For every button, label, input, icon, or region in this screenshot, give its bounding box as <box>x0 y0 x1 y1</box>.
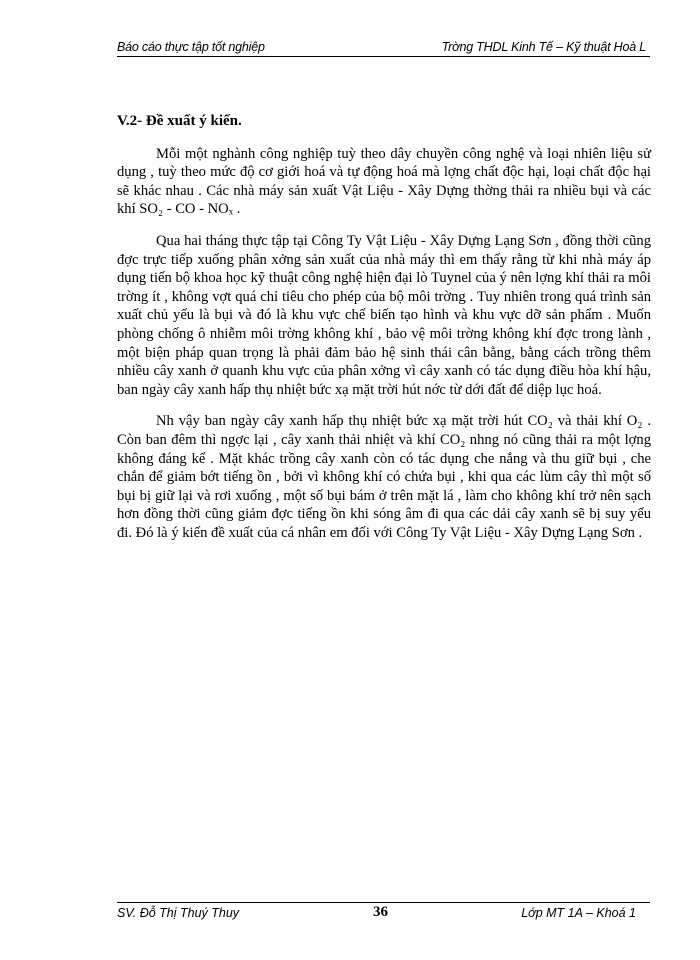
footer-class-name: Lớp MT 1A – Khoá 1 <box>521 906 636 920</box>
page-footer <box>117 902 650 923</box>
page-header <box>117 40 650 57</box>
page-body <box>117 112 651 555</box>
header-report-title: Báo cáo thực tập tốt nghiệp <box>117 40 265 54</box>
paragraph-3: Nh vậy ban ngày cây xanh hấp thụ nhiệt bức xạ mặt trời hút CO₂ và thải khí O₂ . Còn ban đêm thì ngợc lại , cây xanh thải nhiệt và khí CO₂ nhng nó cũng thải ra một lợng không đáng kể . Mặt khác trồng cây xanh còn có tác dụng che nắng và thu giữ bụi , che chắn để giảm bớt tiếng ồn , bởi vì không khí có chứa bụi , khi qua các lùm cây thì một số bụi bị giữ lại và rơi xuống , một số bụi bám ở trên mặt lá , làm cho không khí trở nên sạch hơn đồng thời cũng giảm đợc tiếng ồn khi sóng âm đi qua các dải cây xanh sẽ bị suy yếu đi. Đó là ý kiến đề xuất của cá nhân em đối với Công Ty Vật Liệu - Xây Dựng Lạng Sơn . <box>117 413 651 541</box>
header-school-name: Trờng THDL Kinh Tế – Kỹ thuật Hoà L <box>441 40 646 54</box>
paragraph-1: Mỗi một nghành công nghiệp tuỳ theo dây chuyền công nghệ và loại nhiên liệu sử dụng , tuỳ theo mức độ cơ giới hoá và tự động hoá mà lợng chất độc hại, loại chất độc hại sẽ khác nhau . Các nhà máy sản xuất Vật Liệu - Xây Dựng thờng thải ra nhiều bụi và các khí SO₂ - CO - NOₓ . <box>117 145 651 218</box>
paragraph-2: Qua hai tháng thực tập tại Công Ty Vật Liệu - Xây Dựng Lạng Sơn , đồng thời cũng đợc trực tiếp xuống phân xởng sản xuất của nhà máy thì em thấy rằng từ khi nhà máy áp dụng tiến bộ khoa học kỹ thuật công nghệ hiện đại lò Tuynel của ý nên lợng khí thải ra môi trờng ít , không vợt quá chỉ tiêu cho phép của bộ môi trờng . Tuy nhiên trong quá trình sản xuất chủ yếu là bụi và đó là khu vực chế biến tạo hình và khu vực dỡ sản phẩm . Muốn phòng chống ô nhiễm môi trờng không khí , bảo vệ môi trờng không khí đợc trong lành , một biện pháp quan trọng là phải đảm bảo hệ sinh thái cân bằng, bằng cách trồng thêm nhiều cây xanh ở quanh khu vực của phân xởng vì cây xanh có tác dụng điều hòa khí hậu, ban ngày cây xanh hấp thụ nhiệt bức xạ mặt trời hút nớc từ dới đất để diệp lục hoá. <box>117 232 651 398</box>
footer-student-name: SV. Đỗ Thị Thuý Thuy <box>117 906 240 920</box>
section-title: V.2- Đề xuất ý kiến. <box>117 113 242 129</box>
page-number: 36 <box>373 904 388 920</box>
